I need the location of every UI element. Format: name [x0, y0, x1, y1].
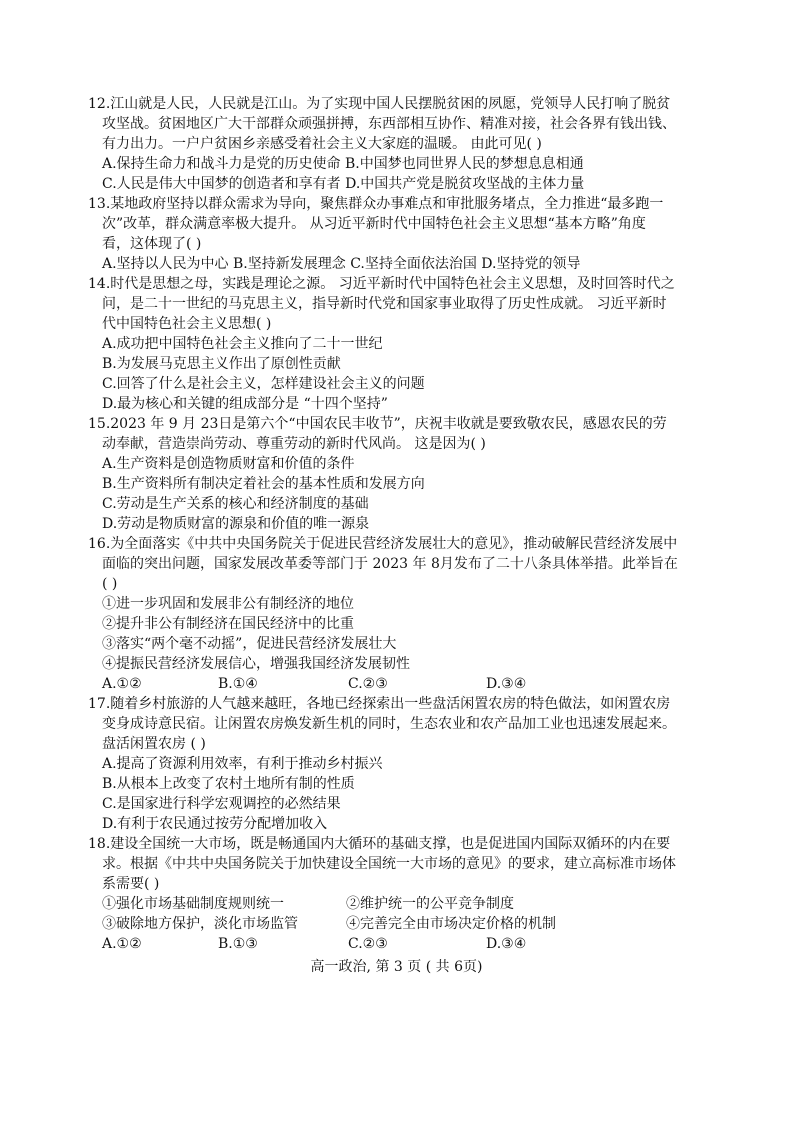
- statement-item: ①进一步巩固和发展非公有制经济的地位: [102, 596, 354, 612]
- answer-option: B.为发展马克思主义作出了原创性贡献: [102, 356, 341, 372]
- question-stem-line: 有力出力。一户户贫困乡亲感受着社会主义大家庭的温暖。 由此可见( ): [102, 136, 542, 152]
- answer-option: C.回答了什么是社会主义，怎样建设社会主义的问题: [102, 376, 425, 392]
- question-17: [88, 694, 738, 834]
- answer-option: D.劳动是物质财富的源泉和价值的唯一源泉: [102, 516, 370, 532]
- question-stem-line: 求。根据《中共中央国务院关于加快建设全国统一大市场的意见》的要求，建立高标准市场体: [102, 856, 676, 872]
- answer-option: C.是国家进行科学宏观调控的必然结果: [102, 796, 341, 812]
- answer-option: A.保持生命力和战斗力是党的历史使命 B.中国梦也同世界人民的梦想息息相通: [102, 156, 584, 172]
- statement-item: ④完善完全由市场决定价格的机制: [346, 916, 556, 932]
- statement-item: ②提升非公有制经济在国民经济中的比重: [102, 616, 354, 632]
- statement-item: ③破除地方保护，淡化市场监管: [102, 916, 298, 932]
- choice-row: [88, 934, 738, 954]
- question-stem-line: 18.建设全国统一大市场，既是畅通国内大循环的基础支撑，也是促进国内国际双循环的内在要: [88, 836, 671, 852]
- answer-choice: D.③④: [486, 936, 527, 952]
- question-16: [88, 534, 738, 694]
- question-stem-line: 动奉献，营造崇尚劳动、尊重劳动的新时代风尚。 这是因为( ): [102, 436, 486, 452]
- answer-choice: C.②③: [348, 936, 388, 952]
- question-stem-line: 系需要( ): [102, 876, 160, 892]
- question-stem-line: 15.2023 年 9 月 23日是第六个“中国农民丰收节”，庆祝丰收就是要致敬农民，感恩农民的劳: [88, 416, 667, 432]
- question-stem-line: 14.时代是思想之母，实践是理论之源。 习近平新时代中国特色社会主义思想，及时回答时代之: [88, 276, 675, 292]
- answer-option: D.有利于农民通过按劳分配增加收入: [102, 816, 328, 832]
- question-stem-line: 看，这体现了( ): [102, 236, 202, 252]
- question-stem-line: 变身成诗意民宿。让闲置农房焕发新生机的同时，生态农业和农产品加工业也迅速发展起来。: [102, 716, 676, 732]
- answer-option: D.最为核心和关键的组成部分是 “十四个坚持”: [102, 396, 388, 412]
- answer-option: A.成功把中国特色社会主义推向了二十一世纪: [102, 336, 383, 352]
- page-footer: 高一政治, 第 3 页 ( 共 6页): [310, 959, 483, 975]
- answer-choice: B.①③: [218, 936, 258, 952]
- question-12: [88, 94, 738, 194]
- answer-option: A.生产资料是创造物质财富和价值的条件: [102, 456, 355, 472]
- question-stem-line: 次”改革，群众满意率极大提升。 从习近平新时代中国特色社会主义思想“基本方略”角度: [102, 216, 646, 232]
- answer-choice: B.①④: [218, 676, 258, 692]
- statement-row: [88, 894, 738, 914]
- questions-area: [88, 94, 738, 954]
- answer-option: C.人民是伟大中国梦的创造者和享有者 D.中国共产党是脱贫攻坚战的主体力量: [102, 176, 585, 192]
- answer-option: B.从根本上改变了农村土地所有制的性质: [102, 776, 355, 792]
- answer-option: B.生产资料所有制决定着社会的基本性质和发展方向: [102, 476, 425, 492]
- question-stem-line: 代中国特色社会主义思想( ): [102, 316, 272, 332]
- question-13: [88, 194, 738, 274]
- question-stem-line: 盘活闲置农房 ( ): [102, 736, 206, 752]
- question-14: [88, 274, 738, 414]
- question-15: [88, 414, 738, 534]
- question-18: [88, 834, 738, 954]
- statement-item: ③落实“两个毫不动摇”，促进民营经济发展壮大: [102, 636, 397, 652]
- statement-item: ②维护统一的公平竞争制度: [346, 896, 514, 912]
- answer-option: A.提高了资源利用效率，有利于推动乡村振兴: [102, 756, 383, 772]
- answer-choice: A.①②: [102, 676, 142, 692]
- answer-option: A.坚持以人民为中心 B.坚持新发展理念 C.坚持全面依法治国 D.坚持党的领导: [102, 256, 581, 272]
- question-stem-line: 13.某地政府坚持以群众需求为导向，聚焦群众办事难点和审批服务堵点，全力推进“最多跑一: [88, 196, 664, 212]
- answer-option: C.劳动是生产关系的核心和经济制度的基础: [102, 496, 369, 512]
- question-stem-line: 面临的突出问题，国家发展改革委等部门于 2023 年 8月发布了二十八条具体举措。此举旨在: [102, 556, 678, 572]
- choice-row: [88, 674, 738, 694]
- question-stem-line: 16.为全面落实《中共中央国务院关于促进民营经济发展壮大的意见》，推动破解民营经济发展中: [88, 536, 678, 552]
- statement-item: ④提振民营经济发展信心，增强我国经济发展韧性: [102, 656, 410, 672]
- answer-choice: C.②③: [348, 676, 388, 692]
- answer-choice: A.①②: [102, 936, 142, 952]
- answer-choice: D.③④: [486, 676, 527, 692]
- question-stem-line: ( ): [102, 576, 118, 592]
- statement-row: [88, 914, 738, 934]
- question-stem-line: 12.江山就是人民，人民就是江山。为了实现中国人民摆脱贫困的夙愿，党领导人民打响了脱贫: [88, 96, 671, 112]
- statement-item: ①强化市场基础制度规则统一: [102, 896, 284, 912]
- question-stem-line: 17.随着乡村旅游的人气越来越旺，各地已经探索出一些盘活闲置农房的特色做法，如闲置农房: [88, 696, 671, 712]
- question-stem-line: 问，是二十一世纪的马克思主义，指导新时代党和国家事业取得了历史性成就。 习近平新时: [102, 296, 667, 312]
- question-stem-line: 攻坚战。贫困地区广大干部群众顽强拼搏，东西部相互协作、精准对接，社会各界有钱出钱、: [102, 116, 676, 132]
